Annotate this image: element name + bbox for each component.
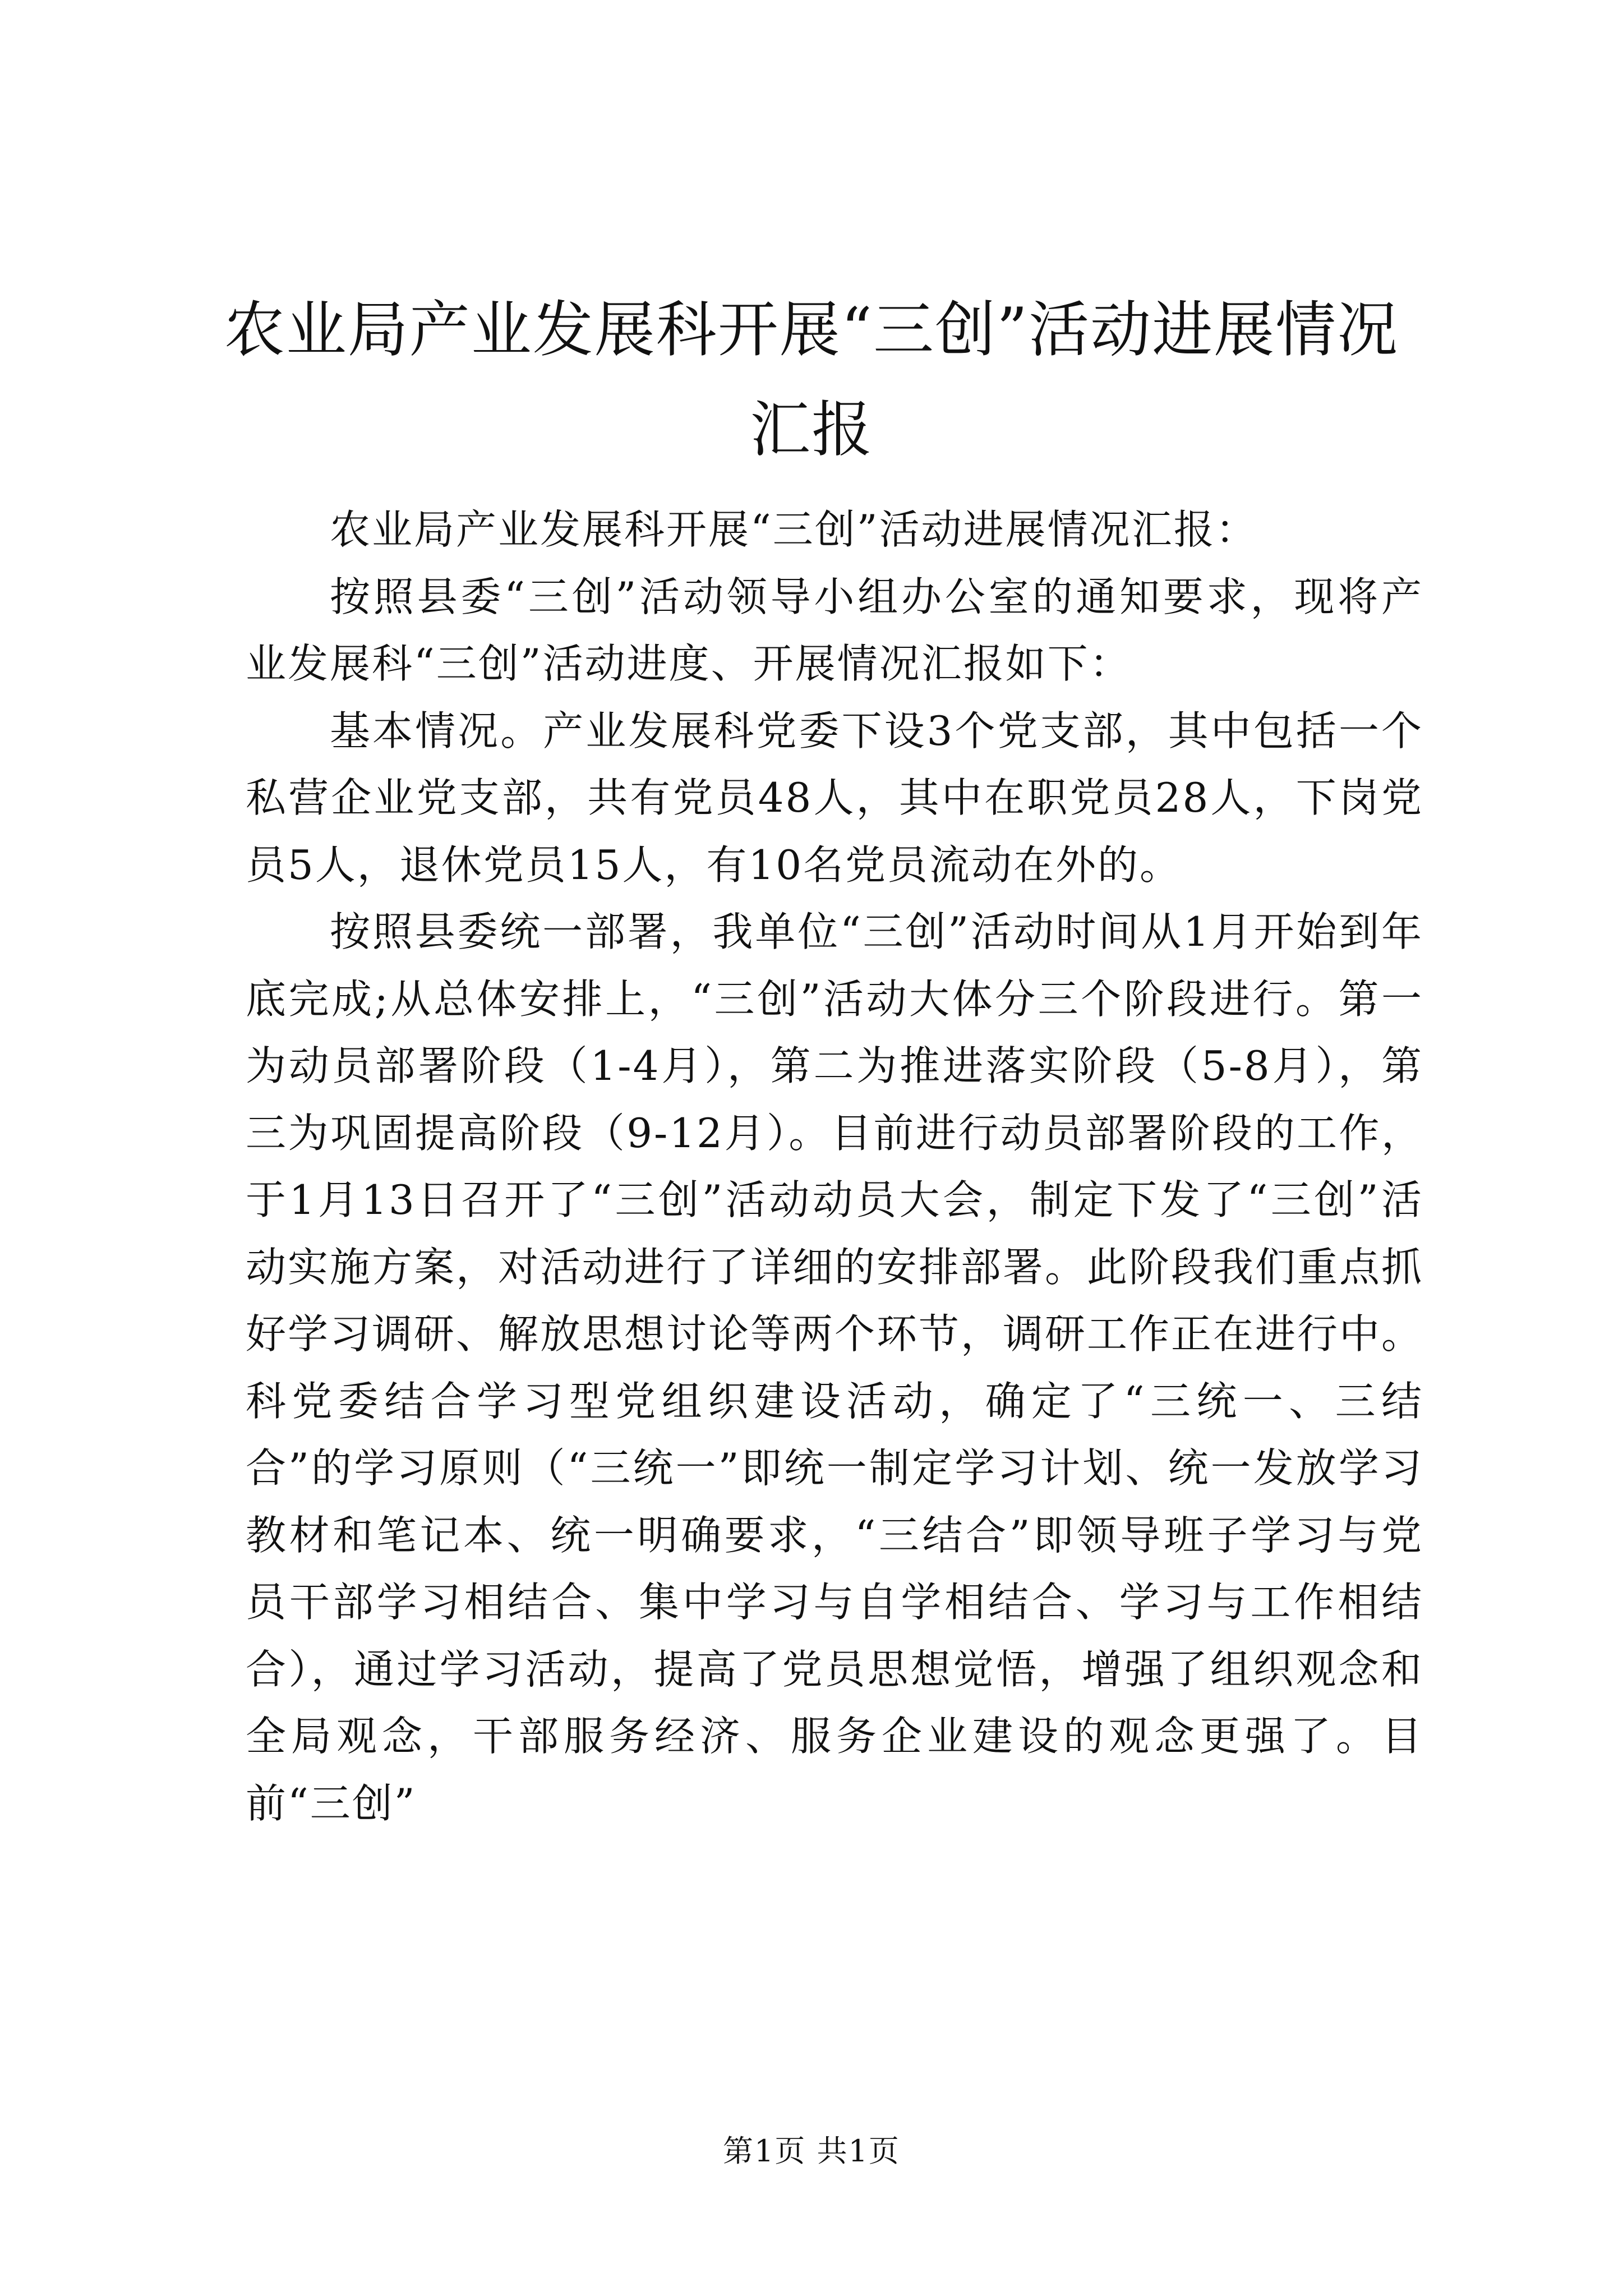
paragraph-1: 农业局产业发展科开展“三创”活动进展情况汇报： [330,506,1258,553]
title-line-1: 农业局产业发展科开展“三创”活动进展情况 [224,295,1399,365]
title-line-2: 汇报 [749,395,873,465]
paragraph-4: 按照县委统一部署，我单位“三创”活动时间从1月开始到年底完成;从总体安排上，“三创”活动大体分三个阶段进行。第一为动员部署阶段（1-4月），第二为推进落实阶段（5-8月），第三为巩固提高阶段（9-12月）。目前进行动员部署阶段的工作，于1月13日召开了“三创”活动动员大会，制定下发了“三创”活动实施方案，对活动进行了详细的安排部署。此阶段我们重点抓好学习调研、解放思想讨论等两个环节，调研工作正在进行中。科党委结合学习型党组织建设活动，确定了“三统一、三结合”的学习原则（“三统一”即统一制定学习计划、统一发放学习教材和笔记本、统一明确要求，“三结合”即领导班子学习与党员干部学习相结合、集中学习与自学相结合、学习与工作相结合），通过学习活动，提高了党员思想觉悟，增强了组织观念和全局观念，干部服务经济、服务企业建设的观念更强了。目前“三创” [246,908,1424,1827]
document-title [168,280,1455,480]
page-footer: 第1页 共1页 [723,2133,900,2169]
paragraph-3: 基本情况。产业发展科党委下设3个党支部，其中包括一个私营企业党支部，共有党员48人，其中在职党员28人，下岗党员5人，退休党员15人，有10名党员流动在外的。 [246,707,1423,889]
paragraph-2: 按照县委“三创”活动领导小组办公室的通知要求，现将产业发展科“三创”活动进度、开展情况汇报如下： [246,573,1423,687]
document-body [246,496,1423,1837]
